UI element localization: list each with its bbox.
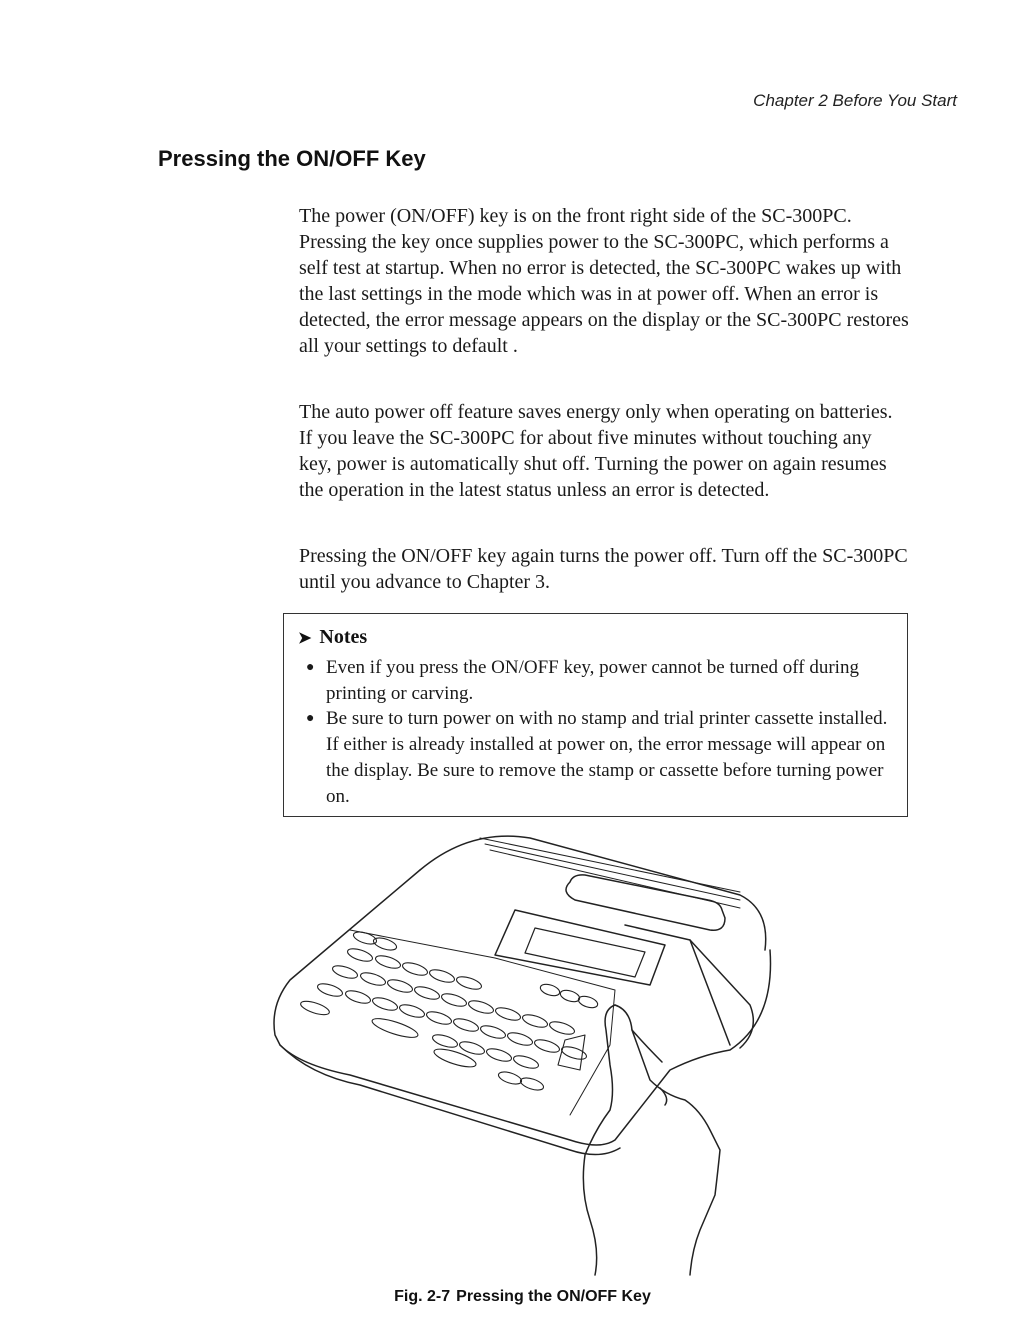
note-item	[306, 706, 896, 810]
note-item	[306, 655, 896, 707]
paragraph-auto-power-off: The auto power off feature saves energy only when operating on batteries. If you leave the SC-300PC for about five minutes without touching any key, power is automatically shut off. Turning the power on again resumes the operation in the latest status unless an error is detected.	[299, 401, 893, 501]
notes-title: Notes	[319, 626, 368, 648]
note-text: Be sure to turn power on with no stamp and trial printer cassette installed. If either is already installed at power on, the error message will appear on the display. Be sure to remove the stamp or cassette before turning power on.	[326, 708, 888, 807]
note-text: Even if you press the ON/OFF key, power cannot be turned off during printing or carving.	[326, 657, 859, 704]
device-illustration	[270, 830, 780, 1285]
paragraph-turn-off: Pressing the ON/OFF key again turns the power off. Turn off the SC-300PC until you advance to Chapter 3.	[299, 545, 908, 593]
notes-box	[283, 613, 908, 817]
figure-caption-text: Pressing the ON/OFF Key	[456, 1288, 651, 1305]
hand-illustration	[615, 1005, 720, 1275]
cassette-slot	[566, 875, 725, 930]
device-top-panel	[420, 836, 766, 950]
figure-caption	[0, 1288, 1015, 1306]
notes-heading	[298, 626, 367, 649]
bullet-icon: ●	[306, 711, 315, 726]
figure-number: Fig. 2-7	[394, 1288, 451, 1305]
chapter-header: Chapter 2 Before You Start	[753, 91, 957, 110]
display-frame	[495, 910, 665, 985]
display-screen	[525, 928, 645, 977]
bullet-icon: ●	[306, 660, 315, 675]
paragraph-power-key: The power (ON/OFF) key is on the front right side of the SC-300PC. Pressing the key once supplies power to the SC-300PC, which performs a self test at startup. When no error is detected, the SC-300PC wakes up with the last settings in the mode which was in at power off. When an error is detected, the error message appears on the display or the SC-300PC restores all your settings to default .	[299, 205, 909, 357]
section-title: Pressing the ON/OFF Key	[158, 146, 426, 171]
arrow-icon: ➤	[298, 630, 312, 647]
